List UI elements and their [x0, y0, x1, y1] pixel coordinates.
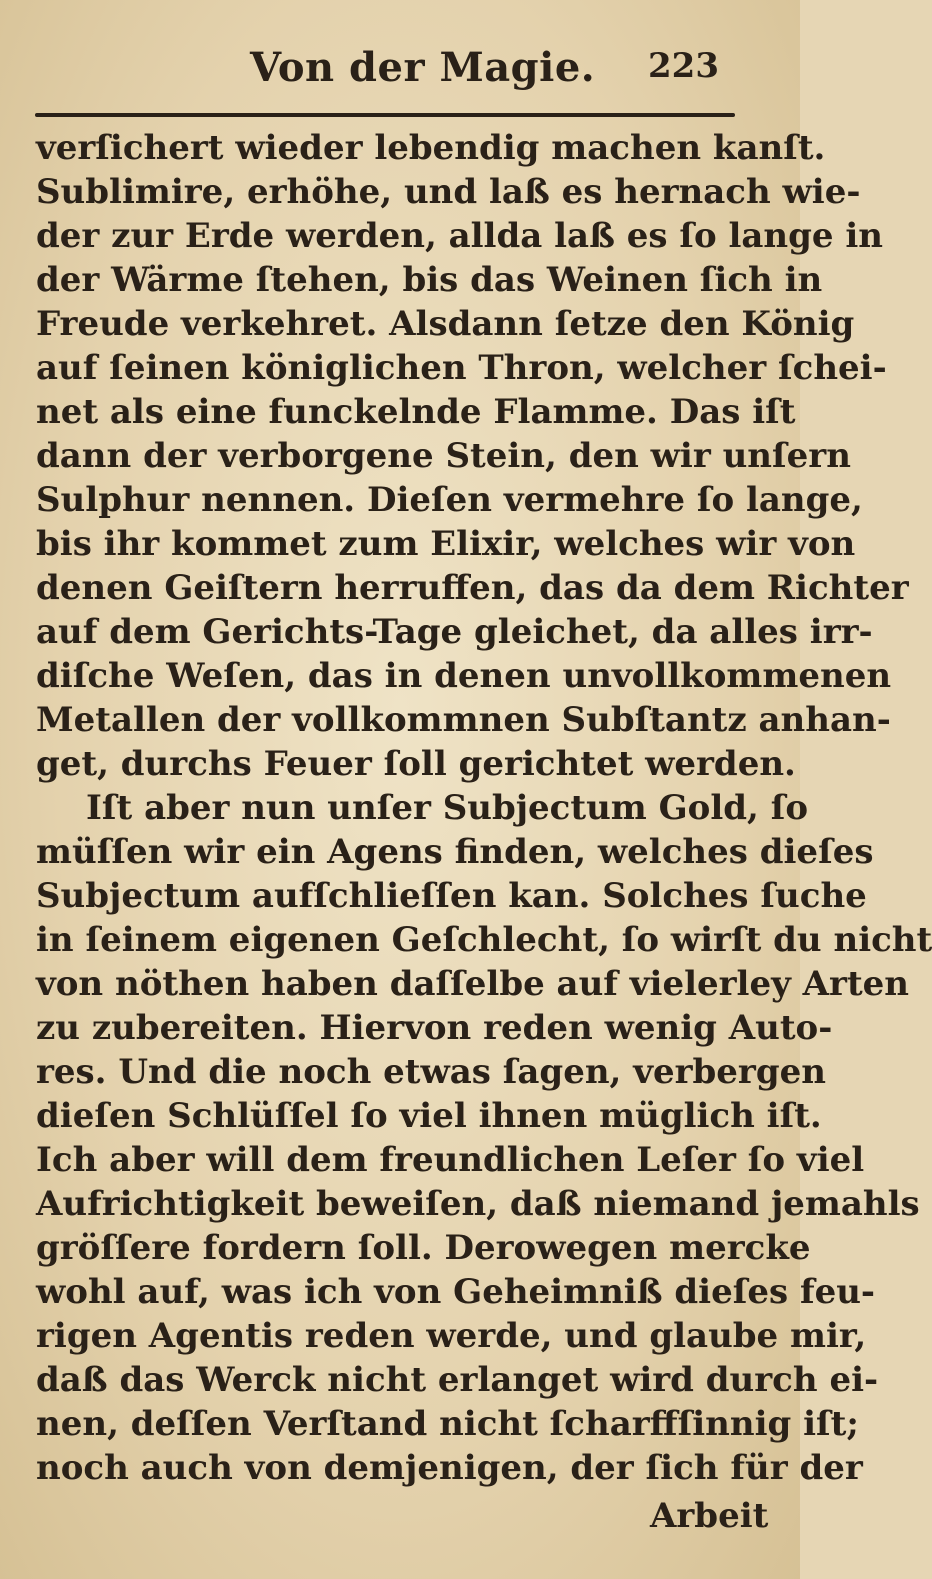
text-line: wohl auf, was ich von Geheimniß dieſes feu- — [36, 1272, 876, 1312]
text-line: daß das Werck nicht erlanget wird durch ei- — [36, 1360, 879, 1400]
text-line: der zur Erde werden, allda laß es ſo lange in — [36, 216, 884, 256]
text-line: Sulphur nennen. Dieſen vermehre ſo lange, — [36, 480, 863, 520]
page-header — [0, 44, 800, 94]
text-line: zu zubereiten. Hiervon reden wenig Auto- — [36, 1008, 833, 1048]
text-line: denen Geiſtern herruffen, das da dem Richter — [36, 568, 909, 608]
text-line: rigen Agentis reden werde, und glaube mir, — [36, 1316, 867, 1356]
text-line: in ſeinem eigenen Geſchlecht, ſo wirſt du nicht — [36, 920, 932, 960]
text-line: get, durchs Feuer ſoll gerichtet werden. — [36, 744, 796, 784]
text-line: nen, deſſen Verſtand nicht ſcharffſinnig iſt; — [36, 1404, 859, 1444]
text-line: Metallen der vollkommnen Subſtantz anhan- — [36, 700, 891, 740]
text-line: gröſſere fordern ſoll. Derowegen mercke — [36, 1228, 811, 1268]
text-line: dann der verborgene Stein, den wir unſern — [36, 436, 851, 476]
text-line: auf ſeinen königlichen Thron, welcher ſchei- — [36, 348, 887, 388]
text-line: auf dem Gerichts-Tage gleichet, da alles irr- — [36, 612, 873, 652]
text-line: Aufrichtigkeit beweiſen, daß niemand jemahls — [36, 1184, 920, 1224]
text-line: res. Und die noch etwas ſagen, verbergen — [36, 1052, 826, 1092]
text-line: bis ihr kommet zum Elixir, welches wir von — [36, 524, 856, 564]
running-title: Von der Magie. — [250, 44, 596, 91]
text-line: verſichert wieder lebendig machen kanſt. — [36, 128, 826, 168]
text-line: net als eine funckelnde Flamme. Das iſt — [36, 392, 796, 432]
text-line: dieſen Schlüſſel ſo viel ihnen müglich iſt. — [36, 1096, 822, 1136]
header-rule — [35, 113, 735, 117]
text-line: Ich aber will dem freundlichen Leſer ſo viel — [36, 1140, 865, 1180]
text-line: der Wärme ſtehen, bis das Weinen ſich in — [36, 260, 823, 300]
page-number: 223 — [648, 46, 719, 86]
text-line: Iſt aber nun unſer Subjectum Gold, ſo — [86, 788, 809, 828]
text-line: Freude verkehret. Alsdann ſetze den König — [36, 304, 855, 344]
text-line: von nöthen haben daſſelbe auf vielerley Arten — [36, 964, 910, 1004]
text-line: diſche Weſen, das in denen unvollkommenen — [36, 656, 892, 696]
text-line: Subjectum aufſchlieſſen kan. Solches ſuche — [36, 876, 867, 916]
text-line: müſſen wir ein Agens finden, welches dieſes — [36, 832, 874, 872]
text-line: noch auch von demjenigen, der ſich für der — [36, 1448, 863, 1488]
catchword: Arbeit — [650, 1496, 769, 1536]
text-line: Sublimire, erhöhe, und laß es hernach wie- — [36, 172, 861, 212]
